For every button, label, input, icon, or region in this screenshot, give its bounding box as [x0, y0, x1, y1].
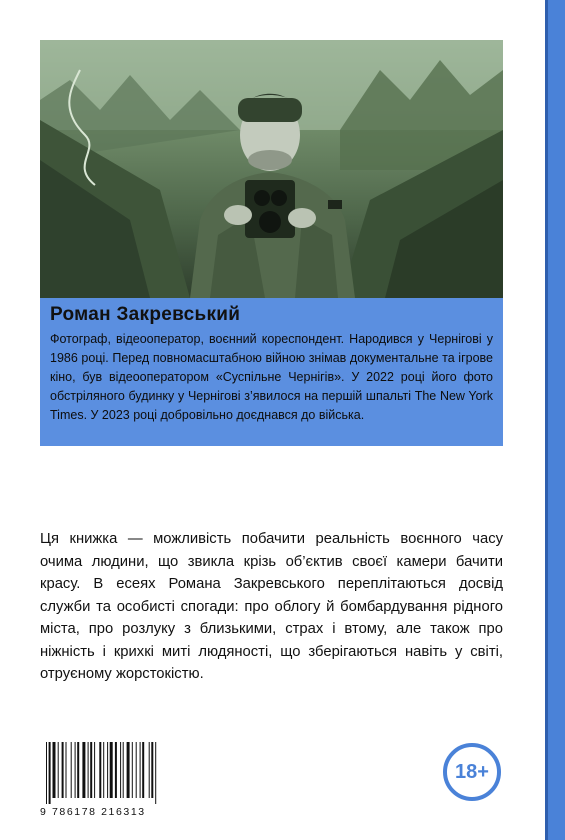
barcode-image — [40, 742, 190, 804]
author-photo-illustration — [40, 40, 503, 298]
author-bio-panel — [40, 298, 503, 446]
author-name: Роман Закревський — [50, 304, 241, 325]
book-description: Ця книжка — можливість побачити реальність воєнного часу очима людини, що звикла крізь об’єктив своєї камери бачити красу. В есеях Романа Закревського переплітаються досвід служби та особисті спогади: про облогу й бомбардування рідного міста, про розлуку з близькими, страх і втому, але також про ніжність і крихкі миті людяності, що зберігаються навіть у світі, отруєному жорстокістю. — [40, 531, 503, 682]
author-photo — [40, 40, 503, 298]
book-spine-edge — [545, 0, 565, 840]
isbn-number: 9 786178 216313 — [40, 806, 146, 818]
age-rating-badge: 18+ — [443, 743, 501, 801]
author-bio: Фотограф, відеооператор, воєнний кореспондент. Народився у Чернігові у 1986 році. Перед повномасштабною війною знімав документальне та ігрове кіно, був відеооператором «Суспільне Чернігів». У 2022 році його фото обстріляного будинку у Чернігові з’явилося на першій шпальті The New York Times. У 2023 році добровільно доєднався до війська. — [50, 332, 493, 422]
